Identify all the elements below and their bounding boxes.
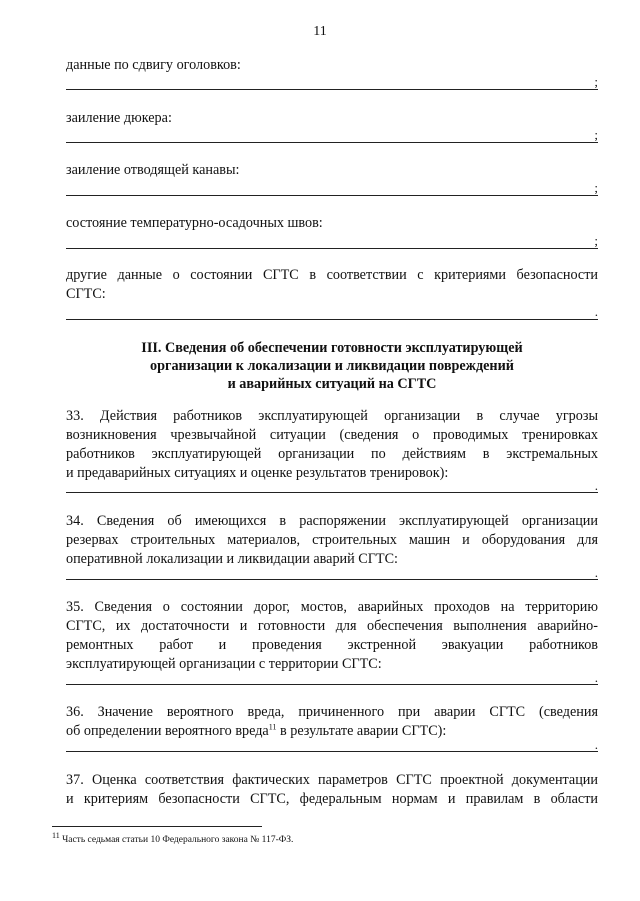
footnote-text: Часть седьмая статьи 10 Федерального закона № 117-ФЗ. xyxy=(59,835,294,845)
fill-line xyxy=(66,195,598,196)
field-end-mark: . xyxy=(594,670,598,685)
field-label-culvert-silting: заиление дюкера: xyxy=(66,110,172,126)
fill-line xyxy=(66,89,598,90)
p36-line2-end: в результате аварии СГТС): xyxy=(276,723,447,739)
field-label-ditch-silting: заиление отводящей канавы: xyxy=(66,162,240,178)
p35-line4: эксплуатирующей организации с территории СГТС: xyxy=(66,656,382,672)
field-end-mark: ; xyxy=(594,74,598,89)
field-label-other-data-line1: другие данные о состоянии СГТС в соответствии с критериями безопасности xyxy=(66,267,598,283)
p33-line4: и предаварийных ситуациях и оценке результатов тренировок): xyxy=(66,465,449,481)
fill-line xyxy=(66,319,598,320)
footnote-separator xyxy=(52,826,262,827)
footnote-ref: 11 xyxy=(268,722,277,732)
fill-line xyxy=(66,579,598,580)
p34-line1: 34. Сведения об имеющихся в распоряжении эксплуатирующей организации xyxy=(66,513,598,529)
p33-line1: 33. Действия работников эксплуатирующей организации в случае угрозы xyxy=(66,408,598,424)
fill-line xyxy=(66,492,598,493)
p33-line2: возникновения чрезвычайной ситуации (сведения о проводимых тренировках xyxy=(66,427,598,443)
p35-line2: СГТС, их достаточности и готовности для обеспечения выполнения аварийно- xyxy=(66,618,598,634)
fill-line xyxy=(66,684,598,685)
field-label-other-data-line2: СГТС: xyxy=(66,286,106,302)
field-end-mark: ; xyxy=(594,233,598,248)
field-end-mark: . xyxy=(594,478,598,493)
p35-line1: 35. Сведения о состоянии дорог, мостов, аварийных проходов на территорию xyxy=(66,599,598,615)
page-number: 11 xyxy=(313,24,327,39)
p37-line2: и критериям безопасности СГТС, федеральным нормам и правилам в области xyxy=(66,791,598,807)
field-end-mark: ; xyxy=(594,127,598,142)
p36-line1: 36. Значение вероятного вреда, причиненного при аварии СГТС (сведения xyxy=(66,704,598,720)
footnote xyxy=(52,830,294,846)
section-heading-line3: и аварийных ситуаций на СГТС xyxy=(227,376,437,392)
fill-line xyxy=(66,248,598,249)
field-label-head-shift: данные по сдвигу оголовков: xyxy=(66,57,241,73)
fill-line xyxy=(66,751,598,752)
footnote-mark: 11 xyxy=(52,830,60,840)
field-end-mark: . xyxy=(594,565,598,580)
p34-line2: резервах строительных материалов, строительных машин и оборудования для xyxy=(66,532,598,548)
p37-line1: 37. Оценка соответствия фактических параметров СГТС проектной документации xyxy=(66,772,598,788)
fill-line xyxy=(66,142,598,143)
p33-line3: работников эксплуатирующей организации по действиям в экстремальных xyxy=(66,446,598,462)
field-end-mark: . xyxy=(594,737,598,752)
section-heading-line2: организации к локализации и ликвидации повреждений xyxy=(150,358,514,374)
p35-line3: ремонтных работ и проведения экстренной эвакуации работников xyxy=(66,637,598,653)
p36-line2 xyxy=(66,722,598,741)
field-end-mark: . xyxy=(594,304,598,319)
p34-line3: оперативной локализации и ликвидации аварий СГТС: xyxy=(66,551,398,567)
section-heading-line1: III. Сведения об обеспечении готовности эксплуатирующей xyxy=(141,340,523,356)
field-label-joints-state: состояние температурно-осадочных швов: xyxy=(66,215,323,231)
field-end-mark: ; xyxy=(594,180,598,195)
p36-line2-start: об определении вероятного вреда xyxy=(66,723,269,739)
